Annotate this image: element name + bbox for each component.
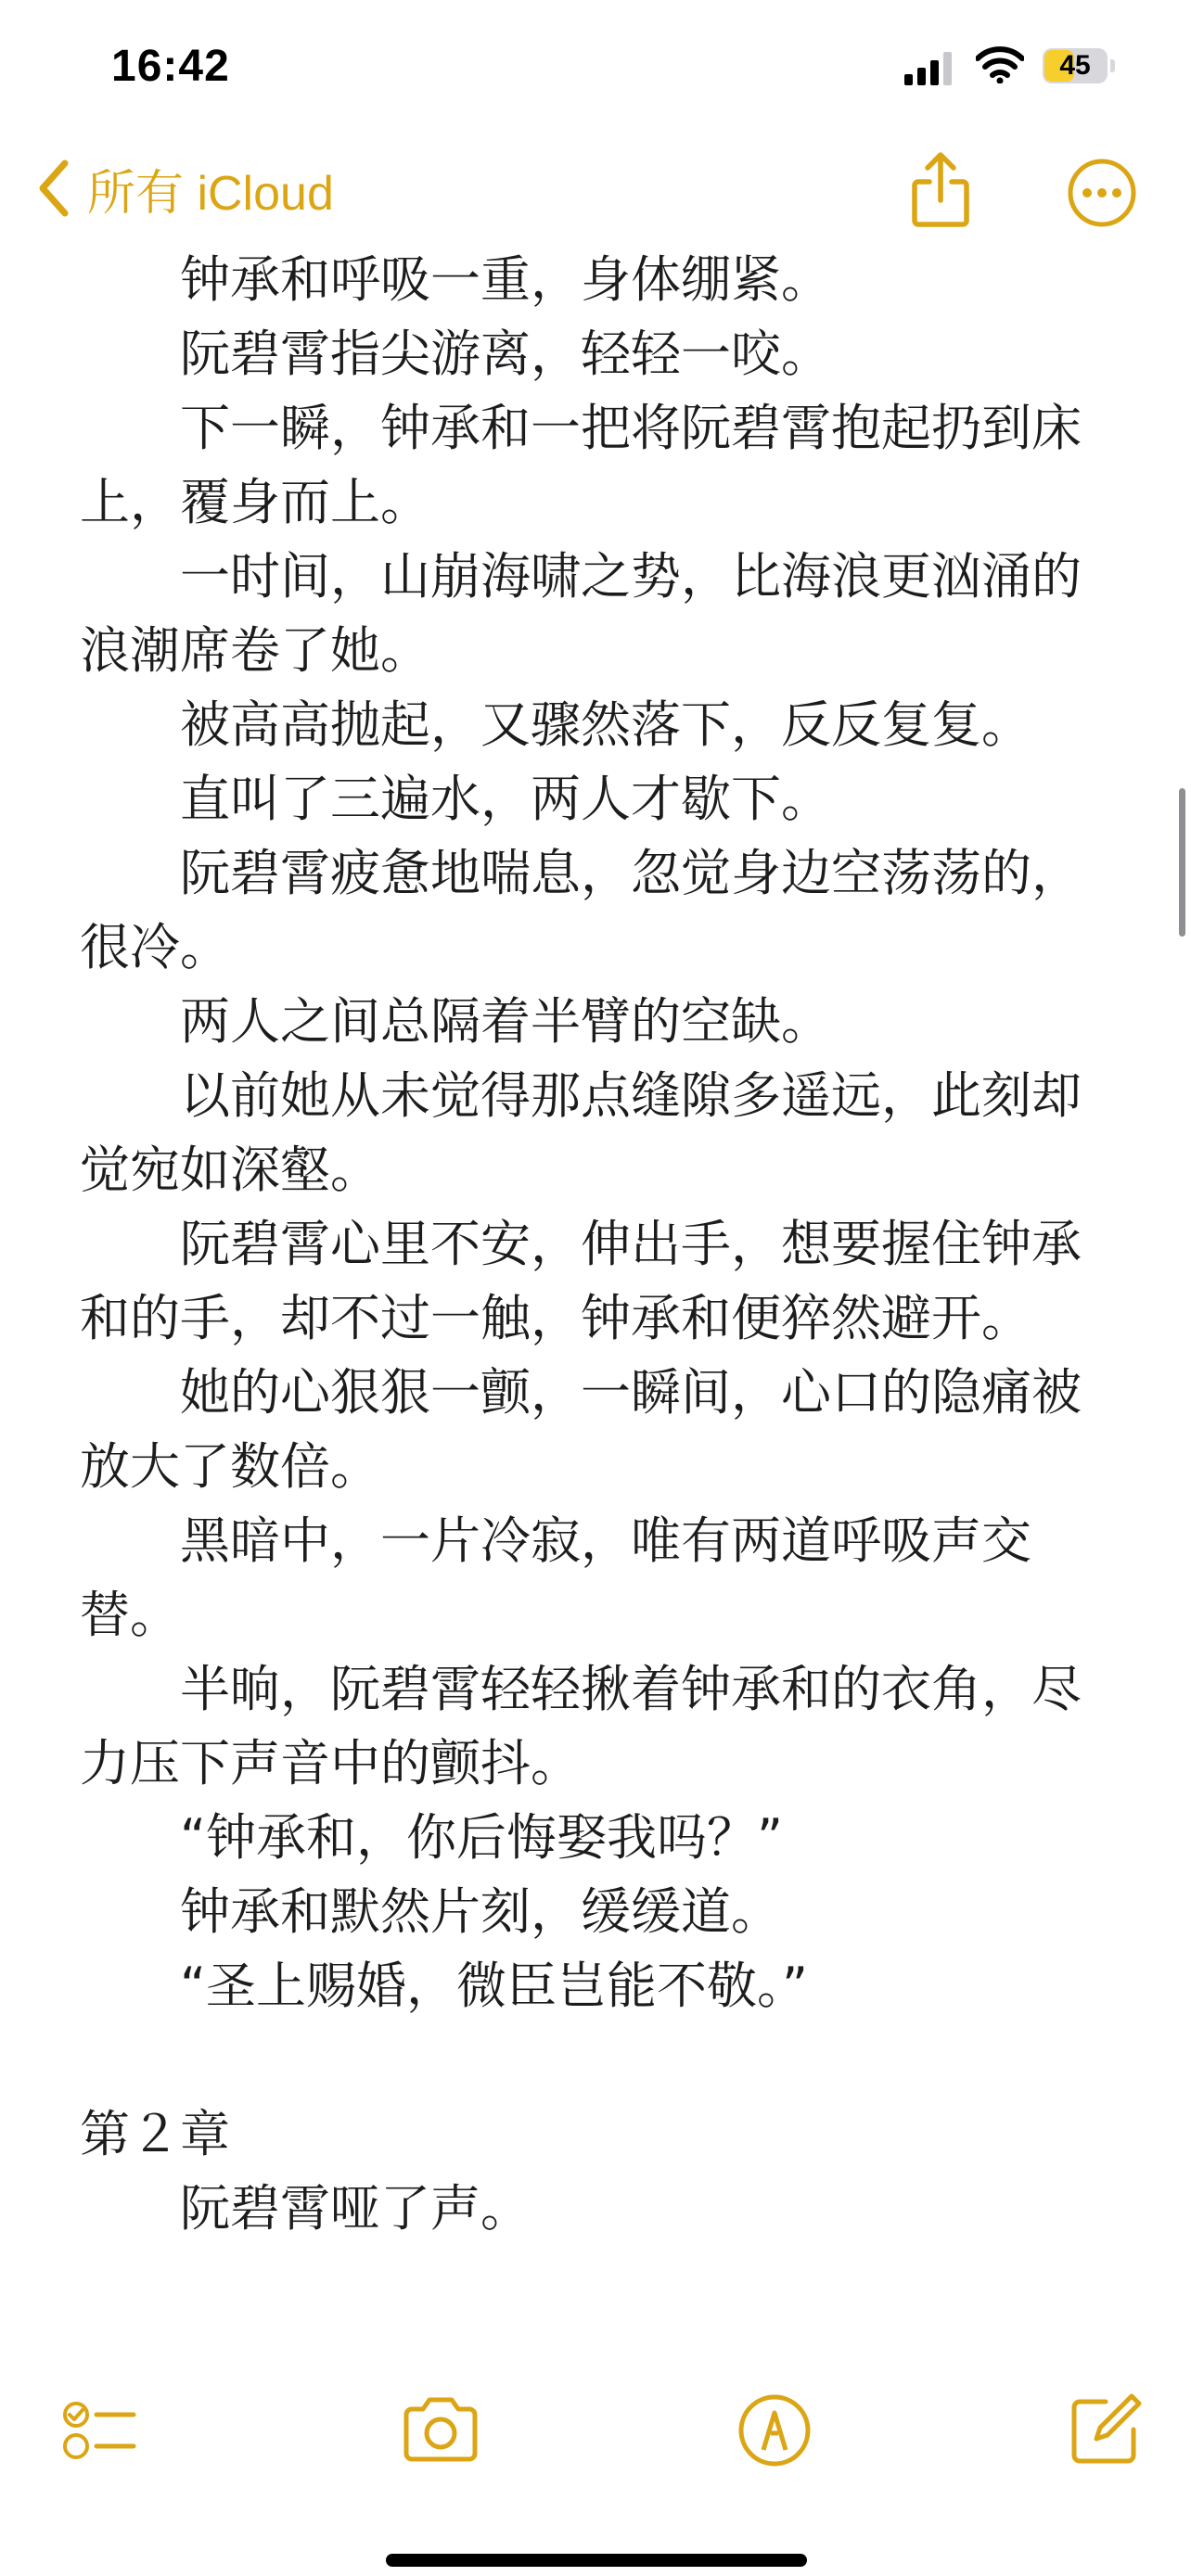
note-paragraph: 半晌，阮碧霄轻轻揪着钟承和的衣角，尽力压下声音中的颤抖。 xyxy=(80,1660,1082,1792)
camera-icon[interactable] xyxy=(399,2389,482,2472)
note-paragraph: 黑暗中，一片冷寂，唯有两道呼吸声交替。 xyxy=(80,1511,1031,1644)
chapter-heading: 第２章 xyxy=(80,2105,230,2163)
nav-bar xyxy=(0,130,1191,250)
note-paragraph: 阮碧霄疲惫地喘息，忽觉身边空荡荡的，很冷。 xyxy=(80,844,1082,976)
note-paragraph: “钟承和，你后悔娶我吗？” xyxy=(180,1808,783,1867)
markup-pen-icon[interactable] xyxy=(733,2389,816,2472)
status-bar xyxy=(0,0,1191,130)
battery-percent: 45 xyxy=(1059,50,1091,81)
share-icon[interactable] xyxy=(905,150,976,230)
note-paragraph: 以前她从未觉得那点缝隙多遥远，此刻却觉宛如深壑。 xyxy=(80,1066,1082,1199)
note-paragraph: 阮碧霄心里不安，伸出手，想要握住钟承和的手，却不过一触，钟承和便猝然避开。 xyxy=(80,1215,1082,1347)
note-paragraph: 钟承和默然片刻，缓缓道。 xyxy=(180,1882,781,1941)
back-button[interactable] xyxy=(33,156,334,221)
back-label: 所有 iCloud xyxy=(87,166,334,221)
scroll-indicator[interactable] xyxy=(1179,788,1185,937)
bottom-toolbar xyxy=(0,2355,1191,2576)
note-paragraph: 阮碧霄指尖游离，轻轻一咬。 xyxy=(180,325,831,383)
note-paragraph: 直叫了三遍水，两人才歇下。 xyxy=(180,770,831,828)
compose-icon[interactable] xyxy=(1063,2389,1146,2472)
note-paragraph: 阮碧霄哑了声。 xyxy=(180,2179,531,2238)
cellular-signal-icon xyxy=(904,50,953,85)
note-paragraph: “圣上赐婚，微臣岂能不敬。” xyxy=(180,1957,808,2015)
more-ellipsis-icon[interactable] xyxy=(1067,158,1137,228)
note-paragraph: 下一瞬，钟承和一把将阮碧霄抱起扔到床上，覆身而上。 xyxy=(80,399,1082,531)
checklist-icon[interactable] xyxy=(56,2389,139,2472)
status-time: 16:42 xyxy=(111,42,230,91)
battery-tip xyxy=(1110,59,1115,72)
note-paragraph: 一时间，山崩海啸之势，比海浪更汹涌的浪潮席卷了她。 xyxy=(80,547,1082,680)
home-indicator[interactable] xyxy=(386,2554,807,2567)
note-paragraph: 被高高抛起，又骤然落下，反反复复。 xyxy=(180,695,1031,754)
note-paragraph: 两人之间总隔着半臂的空缺。 xyxy=(180,992,831,1051)
battery-icon xyxy=(1043,48,1108,83)
wifi-icon xyxy=(976,46,1024,83)
note-paragraph: 她的心狠狠一颤，一瞬间，心口的隐痛被放大了数倍。 xyxy=(80,1363,1082,1496)
chevron-left-icon xyxy=(33,156,74,221)
blank-line xyxy=(80,2023,1113,2098)
note-body[interactable] xyxy=(80,243,1113,2246)
note-paragraph: 钟承和呼吸一重，身体绷紧。 xyxy=(180,250,831,309)
